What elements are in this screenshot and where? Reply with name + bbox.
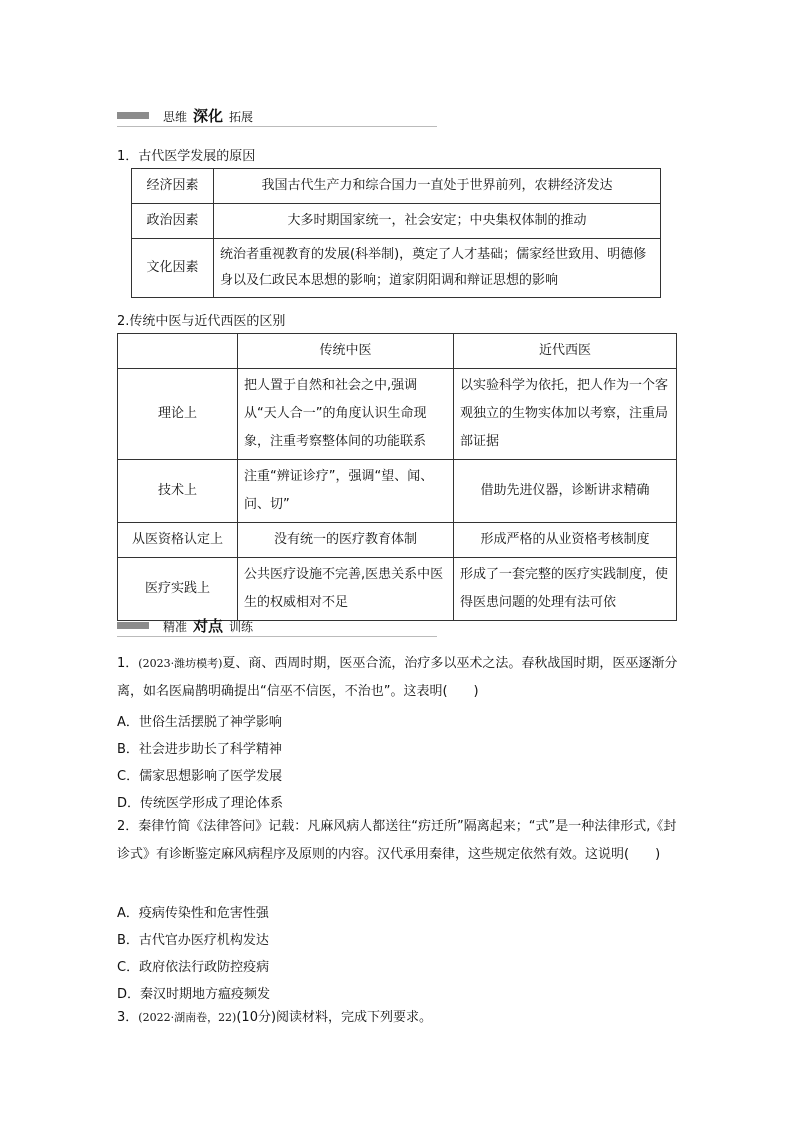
question-text: 秦律竹简《法律答问》记载：凡麻风病人都送往“疠迁所”隔离起来；“式”是一种法律形式,《封诊式》有诊断鉴定麻风病程序及原则的内容。汉代承用秦律，这些规定依然有效。这说明( )	[117, 819, 677, 862]
question-number: 1．	[117, 656, 139, 671]
table-cell-aspect: 医疗实践上	[118, 558, 238, 621]
table-row	[118, 523, 677, 558]
q2-option-d: D．秦汉时期地方瘟疫频发	[117, 987, 271, 1002]
question-3	[117, 1004, 679, 1032]
table-medicine-comparison	[117, 333, 677, 621]
question-text: 夏、商、西周时期，医巫合流，治疗多以巫术之法。春秋战国时期，医巫逐渐分离，如名医扁鹊明确提出“信巫不信医，不治也”。这表明( )	[117, 656, 678, 699]
table-cell-value: 大多时期国家统一，社会安定；中央集权体制的推动	[214, 204, 661, 239]
section-label-right: 训练	[229, 620, 254, 634]
section-label-bold: 对点	[193, 617, 224, 635]
q2-option-c: C．政府依法行政防控疫病	[117, 960, 270, 975]
table-cell-aspect: 理论上	[118, 369, 238, 460]
question-source: (2022·湖南卷，22)	[138, 1011, 237, 1024]
table-cell-value: 统治者重视教育的发展(科举制)，奠定了人才基础；儒家经世致用、明德修身以及仁政民本思想的影响；道家阴阳调和辩证思想的影响	[214, 239, 661, 298]
table-cell-key: 文化因素	[132, 239, 214, 298]
section-label-bold: 深化	[193, 107, 224, 125]
table-cell-western: 以实验科学为依托，把人作为一个客观独立的生物实体加以考察，注重局部证据	[454, 369, 677, 460]
section-label-left: 思维	[163, 110, 188, 124]
question-1	[117, 650, 679, 706]
q2-option-b: B．古代官办医疗机构发达	[117, 933, 269, 948]
table-header-cell: 近代西医	[454, 334, 677, 369]
question-number: 2．	[117, 819, 139, 834]
table-header-cell	[118, 334, 238, 369]
table-ancient-medicine-reasons	[131, 168, 661, 298]
table-cell-aspect: 技术上	[118, 460, 238, 523]
table-row	[132, 204, 661, 239]
heading-chinese-western-medicine: 2.传统中医与近代西医的区别	[117, 314, 286, 329]
header-rule	[117, 636, 437, 637]
question-text: (10分)阅读材料，完成下列要求。	[236, 1010, 433, 1025]
header-bar-decoration	[117, 112, 149, 119]
q1-option-d: D．传统医学形成了理论体系	[117, 796, 284, 811]
table-cell-value: 我国古代生产力和综合国力一直处于世界前列，农耕经济发达	[214, 169, 661, 204]
question-2	[117, 813, 679, 869]
table-row	[118, 460, 677, 523]
table-cell-key: 政治因素	[132, 204, 214, 239]
question-number: 3．	[117, 1010, 139, 1025]
section-header-deepen	[117, 108, 437, 124]
table-row	[132, 169, 661, 204]
heading-ancient-medicine: 1．古代医学发展的原因	[117, 149, 256, 164]
table-cell-aspect: 从医资格认定上	[118, 523, 238, 558]
table-row	[118, 369, 677, 460]
q1-option-c: C．儒家思想影响了医学发展	[117, 769, 283, 784]
section-label-right: 拓展	[229, 110, 254, 124]
header-bar-decoration	[117, 622, 149, 629]
table-cell-key: 经济因素	[132, 169, 214, 204]
table-header-cell: 传统中医	[238, 334, 454, 369]
table-row	[118, 558, 677, 621]
table-cell-chinese: 注重“辨证诊疗”，强调“望、闻、问、切”	[238, 460, 454, 523]
table-cell-chinese: 把人置于自然和社会之中,强调从“天人合一”的角度认识生命现象，注重考察整体间的功能联系	[238, 369, 454, 460]
section-header-practice	[117, 618, 437, 634]
table-cell-western: 借助先进仪器，诊断讲求精确	[454, 460, 677, 523]
table-cell-western: 形成严格的从业资格考核制度	[454, 523, 677, 558]
table-row	[132, 239, 661, 298]
q1-option-a: A．世俗生活摆脱了神学影响	[117, 715, 282, 730]
table-cell-chinese: 没有统一的医疗教育体制	[238, 523, 454, 558]
q2-option-a: A．疫病传染性和危害性强	[117, 906, 269, 921]
section-label-left: 精准	[163, 620, 188, 634]
header-rule	[117, 126, 437, 127]
question-source: (2023·潍坊模考)	[138, 657, 223, 670]
table-cell-western: 形成了一套完整的医疗实践制度，使得医患问题的处理有法可依	[454, 558, 677, 621]
q1-option-b: B．社会进步助长了科学精神	[117, 742, 282, 757]
table-header-row	[118, 334, 677, 369]
table-cell-chinese: 公共医疗设施不完善,医患关系中医生的权威相对不足	[238, 558, 454, 621]
